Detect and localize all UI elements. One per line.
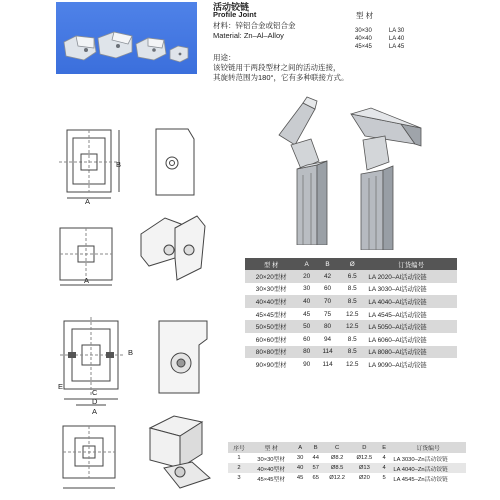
spec-size: 40×40 — [355, 36, 372, 42]
label-b-2: B — [128, 348, 134, 357]
label-a-1: A — [85, 197, 91, 206]
spec-model: LA 45 — [388, 44, 405, 50]
cell: 30×30型材 — [250, 453, 292, 463]
profile-assembly-left-image — [275, 95, 340, 245]
table-row — [245, 295, 457, 308]
table-row — [245, 320, 457, 333]
col-header: Ø — [339, 258, 365, 270]
cell: 4 — [378, 453, 390, 463]
cell: 40×40型材 — [250, 463, 292, 473]
cell: Ø20 — [351, 473, 378, 483]
cell: LA 4545–Al活动铰链 — [365, 308, 457, 321]
col-header: 型 材 — [245, 258, 297, 270]
cell: 80×80型材 — [245, 346, 297, 359]
cell: 20×20型材 — [245, 270, 297, 283]
col-header: D — [351, 442, 378, 453]
cell: 65 — [308, 473, 324, 483]
cell: 1 — [228, 453, 250, 463]
cell: 8.5 — [339, 333, 365, 346]
cell: LA 9090–Al活动铰链 — [365, 358, 457, 371]
product-photo — [56, 2, 197, 74]
cell: LA 4040–Zn活动铰链 — [390, 463, 466, 473]
cell: 40 — [297, 295, 316, 308]
col-header: 订货编号 — [390, 442, 466, 453]
cell: 8.5 — [339, 283, 365, 296]
col-header: B — [308, 442, 324, 453]
cell: 8.5 — [339, 295, 365, 308]
cell: 12.5 — [339, 320, 365, 333]
cell: 45×45型材 — [250, 473, 292, 483]
spec-size: 45×45 — [355, 44, 372, 50]
cell: 30×30型材 — [245, 283, 297, 296]
cell: 60 — [316, 283, 339, 296]
profile-assembly-right-image — [345, 100, 425, 250]
spec-row — [352, 43, 407, 51]
usage-label: 用途： — [213, 53, 236, 62]
zn-order-table — [228, 442, 466, 483]
cell: LA 4040–Al活动铰链 — [365, 295, 457, 308]
cell: 114 — [316, 358, 339, 371]
cell: Ø8.5 — [324, 463, 351, 473]
cell: 94 — [316, 333, 339, 346]
table-row — [228, 473, 466, 483]
label-a-2: A — [84, 276, 90, 285]
spec-header: 型 材 — [356, 11, 374, 20]
cell: 45 — [292, 473, 308, 483]
cell: 90×90型材 — [245, 358, 297, 371]
col-header: E — [378, 442, 390, 453]
table-row — [245, 283, 457, 296]
main-order-table — [245, 258, 457, 371]
side-view-drawing — [150, 125, 200, 200]
cell: 40×40型材 — [245, 295, 297, 308]
front-view-drawing — [55, 120, 135, 200]
col-header: A — [292, 442, 308, 453]
spec-row — [352, 35, 407, 43]
usage-line-2: 其旋转范围为180°，它有多种联接方式。 — [213, 73, 349, 82]
cell: 50×50型材 — [245, 320, 297, 333]
cell: 42 — [316, 270, 339, 283]
col-header: 订货编号 — [365, 258, 457, 270]
col-header: A — [297, 258, 316, 270]
cell: 20 — [297, 270, 316, 283]
spec-size: 30×30 — [355, 28, 372, 34]
cell: LA 6060–Al活动铰链 — [365, 333, 457, 346]
label-d: D — [92, 397, 98, 406]
material-en: Material: Zn–Al–Alloy — [213, 31, 284, 40]
cell: 80 — [316, 320, 339, 333]
cell: 3 — [228, 473, 250, 483]
cell: 60 — [297, 333, 316, 346]
label-b-1: B — [116, 160, 122, 169]
spec-table — [352, 27, 407, 51]
cell: 30 — [297, 283, 316, 296]
cell: 8.5 — [339, 346, 365, 359]
title-en: Profile Joint — [213, 10, 257, 19]
cell: 50 — [297, 320, 316, 333]
col-header: 型 材 — [250, 442, 292, 453]
cell: LA 5050–Al活动铰链 — [365, 320, 457, 333]
cell: 60×60型材 — [245, 333, 297, 346]
col-header: B — [316, 258, 339, 270]
cell: 4 — [378, 463, 390, 473]
cell: LA 8080–Al活动铰链 — [365, 346, 457, 359]
cell: Ø13 — [351, 463, 378, 473]
cell: LA 2020–Al活动铰链 — [365, 270, 457, 283]
table-row — [245, 308, 457, 321]
cell: 70 — [316, 295, 339, 308]
hinge-3d-drawing — [135, 208, 210, 288]
cell: 2 — [228, 463, 250, 473]
col-header: C — [324, 442, 351, 453]
title-cn: 活动铰链 — [213, 2, 250, 12]
table-row — [228, 453, 466, 463]
cell: 90 — [297, 358, 316, 371]
zn-hinge-bottom-drawing — [55, 420, 125, 495]
cell: 12.5 — [339, 308, 365, 321]
table-row — [228, 463, 466, 473]
cell: Ø8.2 — [324, 453, 351, 463]
cell: LA 4545–Zn活动铰链 — [390, 473, 466, 483]
zn-hinge-3d-drawing — [140, 408, 225, 493]
spec-model: LA 40 — [388, 36, 405, 42]
cell: 45×45型材 — [245, 308, 297, 321]
label-e: E — [58, 382, 64, 391]
spec-model: LA 30 — [388, 28, 405, 34]
cell: 5 — [378, 473, 390, 483]
zn-hinge-side-drawing — [155, 315, 215, 400]
cell: 6.5 — [339, 270, 365, 283]
cell: 44 — [308, 453, 324, 463]
label-a-3: A — [92, 407, 98, 416]
table-row — [245, 333, 457, 346]
cell: 80 — [297, 346, 316, 359]
cell: 57 — [308, 463, 324, 473]
table-row — [245, 346, 457, 359]
cell: 114 — [316, 346, 339, 359]
spec-row — [352, 27, 407, 35]
col-header: 序号 — [228, 442, 250, 453]
cell: 75 — [316, 308, 339, 321]
label-c: C — [92, 388, 98, 397]
table-row — [245, 358, 457, 371]
cell: Ø12.5 — [351, 453, 378, 463]
cell: 45 — [297, 308, 316, 321]
cell: Ø12.2 — [324, 473, 351, 483]
material-cn: 材料：锌铝合金或铝合金 — [213, 21, 296, 30]
usage-line-1: 该铰链用于两段型材之间的活动连接， — [213, 63, 341, 72]
cell: 12.5 — [339, 358, 365, 371]
table-row — [245, 270, 457, 283]
cell: 30 — [292, 453, 308, 463]
cell: 40 — [292, 463, 308, 473]
cell: LA 3030–Zn活动铰链 — [390, 453, 466, 463]
cell: LA 3030–Al活动铰链 — [365, 283, 457, 296]
